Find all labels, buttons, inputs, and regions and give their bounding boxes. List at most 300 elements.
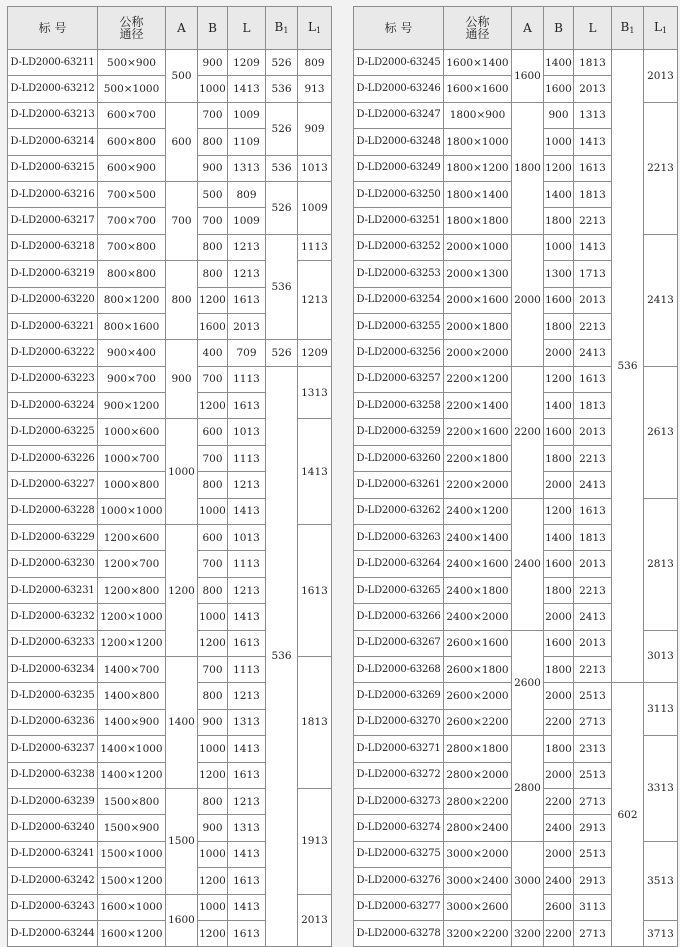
b-cell: 2000 — [544, 683, 574, 709]
code-cell: D-LD2000-63224 — [8, 393, 98, 419]
b-cell: 700 — [198, 102, 228, 128]
nominal-cell: 1600×1000 — [98, 894, 166, 920]
code-cell: D-LD2000-63254 — [354, 287, 444, 313]
nominal-cell: 1400×700 — [98, 656, 166, 682]
l-cell: 1813 — [574, 50, 612, 76]
code-cell: D-LD2000-63266 — [354, 604, 444, 630]
l-cell: 1613 — [574, 498, 612, 524]
code-cell: D-LD2000-63271 — [354, 736, 444, 762]
b-cell: 700 — [198, 366, 228, 392]
b-cell: 2000 — [544, 762, 574, 788]
l1-cell: 1113 — [298, 234, 332, 260]
l-cell: 1313 — [228, 815, 266, 841]
l1-cell: 1009 — [298, 181, 332, 234]
l-cell: 2213 — [574, 656, 612, 682]
b-cell: 1800 — [544, 577, 574, 603]
a-cell: 1500 — [166, 788, 198, 894]
nominal-cell: 1500×800 — [98, 788, 166, 814]
b1-cell: 526 — [266, 50, 298, 76]
nominal-cell: 500×1000 — [98, 76, 166, 102]
l1-cell: 3713 — [644, 920, 678, 946]
l-cell: 2013 — [574, 551, 612, 577]
nominal-cell: 2200×2000 — [444, 472, 512, 498]
header-code: 标 号 — [354, 7, 444, 50]
l-cell: 2213 — [574, 445, 612, 471]
b-cell: 1000 — [198, 604, 228, 630]
code-cell: D-LD2000-63270 — [354, 709, 444, 735]
code-cell: D-LD2000-63249 — [354, 155, 444, 181]
l-cell: 1313 — [574, 102, 612, 128]
b-cell: 900 — [198, 50, 228, 76]
code-cell: D-LD2000-63231 — [8, 577, 98, 603]
code-cell: D-LD2000-63264 — [354, 551, 444, 577]
header-row — [8, 7, 332, 50]
a-cell: 1800 — [512, 102, 544, 234]
b-cell: 2200 — [544, 920, 574, 946]
b-cell: 700 — [198, 208, 228, 234]
a-cell: 2200 — [512, 366, 544, 498]
nominal-cell: 700×700 — [98, 208, 166, 234]
l1-cell: 3113 — [644, 683, 678, 736]
l-cell: 2413 — [574, 604, 612, 630]
nominal-cell: 900×1200 — [98, 393, 166, 419]
b-cell: 900 — [198, 709, 228, 735]
table-row — [8, 181, 332, 207]
code-cell: D-LD2000-63234 — [8, 656, 98, 682]
code-cell: D-LD2000-63242 — [8, 868, 98, 894]
nominal-cell: 1800×900 — [444, 102, 512, 128]
l-cell: 1413 — [574, 129, 612, 155]
b-cell: 1000 — [198, 76, 228, 102]
l-cell: 2213 — [574, 208, 612, 234]
l1-cell: 2413 — [644, 234, 678, 366]
nominal-cell: 1400×900 — [98, 709, 166, 735]
b-cell: 900 — [544, 102, 574, 128]
l-cell: 1413 — [228, 894, 266, 920]
code-cell: D-LD2000-63247 — [354, 102, 444, 128]
b1-cell: 536 — [612, 50, 644, 683]
l-cell: 2513 — [574, 762, 612, 788]
l-cell: 1213 — [228, 234, 266, 260]
a-cell: 3200 — [512, 920, 544, 946]
header-b: B — [544, 7, 574, 50]
code-cell: D-LD2000-63278 — [354, 920, 444, 946]
code-cell: D-LD2000-63255 — [354, 313, 444, 339]
nominal-cell: 2000×1000 — [444, 234, 512, 260]
b1-cell: 526 — [266, 102, 298, 155]
b-cell: 1200 — [198, 630, 228, 656]
nominal-cell: 600×700 — [98, 102, 166, 128]
nominal-cell: 700×800 — [98, 234, 166, 260]
l-cell: 1209 — [228, 50, 266, 76]
code-cell: D-LD2000-63268 — [354, 656, 444, 682]
b-cell: 1800 — [544, 445, 574, 471]
l-cell: 809 — [228, 181, 266, 207]
l-cell: 1613 — [228, 393, 266, 419]
l-cell: 1413 — [228, 736, 266, 762]
code-cell: D-LD2000-63240 — [8, 815, 98, 841]
table-row — [8, 340, 332, 366]
b-cell: 1000 — [198, 498, 228, 524]
code-cell: D-LD2000-63227 — [8, 472, 98, 498]
l-cell: 2513 — [574, 841, 612, 867]
a-cell: 500 — [166, 50, 198, 103]
code-cell: D-LD2000-63251 — [354, 208, 444, 234]
b-cell: 1000 — [198, 736, 228, 762]
l-cell: 1613 — [228, 762, 266, 788]
b-cell: 800 — [198, 234, 228, 260]
nominal-cell: 3000×2000 — [444, 841, 512, 867]
nominal-cell: 2000×1600 — [444, 287, 512, 313]
right-table-body — [354, 50, 678, 947]
b-cell: 600 — [198, 525, 228, 551]
b-cell: 1800 — [544, 313, 574, 339]
a-cell: 700 — [166, 181, 198, 260]
nominal-cell: 1800×1200 — [444, 155, 512, 181]
b-cell: 2400 — [544, 815, 574, 841]
l-cell: 2013 — [574, 630, 612, 656]
nominal-cell: 2600×2200 — [444, 709, 512, 735]
code-cell: D-LD2000-63233 — [8, 630, 98, 656]
l-cell: 1009 — [228, 208, 266, 234]
l-cell: 1313 — [228, 709, 266, 735]
code-cell: D-LD2000-63245 — [354, 50, 444, 76]
nominal-cell: 1500×1000 — [98, 841, 166, 867]
l-cell: 1613 — [228, 287, 266, 313]
nominal-cell: 500×900 — [98, 50, 166, 76]
l1-cell: 1209 — [298, 340, 332, 366]
code-cell: D-LD2000-63235 — [8, 683, 98, 709]
nominal-cell: 800×1200 — [98, 287, 166, 313]
code-cell: D-LD2000-63222 — [8, 340, 98, 366]
nominal-cell: 1800×1400 — [444, 181, 512, 207]
nominal-cell: 1800×1000 — [444, 129, 512, 155]
l-cell: 1213 — [228, 683, 266, 709]
b-cell: 1600 — [544, 287, 574, 313]
b-cell: 2000 — [544, 340, 574, 366]
b-cell: 1600 — [544, 419, 574, 445]
b-cell: 800 — [198, 577, 228, 603]
b-cell: 700 — [198, 551, 228, 577]
nominal-cell: 2600×1800 — [444, 656, 512, 682]
nominal-cell: 800×1600 — [98, 313, 166, 339]
b-cell: 2000 — [544, 604, 574, 630]
l-cell: 1313 — [228, 155, 266, 181]
l-cell: 1113 — [228, 551, 266, 577]
nominal-cell: 1200×700 — [98, 551, 166, 577]
code-cell: D-LD2000-63277 — [354, 894, 444, 920]
code-cell: D-LD2000-63253 — [354, 261, 444, 287]
code-cell: D-LD2000-63257 — [354, 366, 444, 392]
table-row — [8, 102, 332, 128]
code-cell: D-LD2000-63262 — [354, 498, 444, 524]
b-cell: 500 — [198, 181, 228, 207]
b-cell: 1600 — [544, 76, 574, 102]
nominal-cell: 1600×1400 — [444, 50, 512, 76]
table-row — [354, 50, 678, 76]
code-cell: D-LD2000-63232 — [8, 604, 98, 630]
l1-cell: 2013 — [644, 50, 678, 103]
l-cell: 709 — [228, 340, 266, 366]
b1-cell: 536 — [266, 155, 298, 181]
b-cell: 1000 — [544, 129, 574, 155]
b-cell: 1800 — [544, 736, 574, 762]
l-cell: 1813 — [574, 525, 612, 551]
b-cell: 2200 — [544, 788, 574, 814]
nominal-cell: 1200×1000 — [98, 604, 166, 630]
l-cell: 2013 — [574, 419, 612, 445]
l-cell: 2413 — [574, 340, 612, 366]
b-cell: 2600 — [544, 894, 574, 920]
b-cell: 1600 — [544, 551, 574, 577]
l-cell: 2713 — [574, 788, 612, 814]
code-cell: D-LD2000-63276 — [354, 868, 444, 894]
l-cell: 1113 — [228, 656, 266, 682]
nominal-cell: 1500×1200 — [98, 868, 166, 894]
b-cell: 1600 — [198, 313, 228, 339]
b1-cell: 526 — [266, 181, 298, 234]
a-cell: 1000 — [166, 419, 198, 525]
code-cell: D-LD2000-63263 — [354, 525, 444, 551]
l-cell: 2213 — [574, 577, 612, 603]
nominal-cell: 900×400 — [98, 340, 166, 366]
header-b1: $B_1$ — [266, 7, 298, 50]
b-cell: 800 — [198, 472, 228, 498]
code-cell: D-LD2000-63228 — [8, 498, 98, 524]
nominal-cell: 2400×2000 — [444, 604, 512, 630]
code-cell: D-LD2000-63216 — [8, 181, 98, 207]
nominal-cell: 2200×1800 — [444, 445, 512, 471]
b-cell: 1200 — [544, 366, 574, 392]
l-cell: 2013 — [228, 313, 266, 339]
left-spec-table — [7, 6, 332, 947]
b-cell: 1000 — [198, 841, 228, 867]
code-cell: D-LD2000-63252 — [354, 234, 444, 260]
nominal-cell: 2400×1400 — [444, 525, 512, 551]
code-cell: D-LD2000-63241 — [8, 841, 98, 867]
b-cell: 600 — [198, 419, 228, 445]
l1-cell: 1013 — [298, 155, 332, 181]
l1-cell: 1813 — [298, 656, 332, 788]
code-cell: D-LD2000-63220 — [8, 287, 98, 313]
l-cell: 1109 — [228, 129, 266, 155]
l1-cell: 2013 — [298, 894, 332, 947]
header-b1: $B_1$ — [612, 7, 644, 50]
header-nominal: 公称 通径 — [98, 7, 166, 50]
nominal-cell: 3200×2200 — [444, 920, 512, 946]
nominal-cell: 700×500 — [98, 181, 166, 207]
code-cell: D-LD2000-63226 — [8, 445, 98, 471]
header-a: A — [166, 7, 198, 50]
b-cell: 1000 — [544, 234, 574, 260]
l1-cell: 1613 — [298, 525, 332, 657]
nominal-cell: 1400×800 — [98, 683, 166, 709]
b-cell: 1200 — [198, 868, 228, 894]
code-cell: D-LD2000-63218 — [8, 234, 98, 260]
l-cell: 2013 — [574, 76, 612, 102]
code-cell: D-LD2000-63217 — [8, 208, 98, 234]
l-cell: 1413 — [228, 841, 266, 867]
nominal-cell: 2000×1300 — [444, 261, 512, 287]
header-code: 标 号 — [8, 7, 98, 50]
nominal-cell: 2400×1600 — [444, 551, 512, 577]
left-table-body — [8, 50, 332, 947]
right-spec-table — [353, 6, 678, 947]
b-cell: 1200 — [198, 762, 228, 788]
code-cell: D-LD2000-63274 — [354, 815, 444, 841]
code-cell: D-LD2000-63248 — [354, 129, 444, 155]
b-cell: 900 — [198, 815, 228, 841]
code-cell: D-LD2000-63258 — [354, 393, 444, 419]
code-cell: D-LD2000-63265 — [354, 577, 444, 603]
l-cell: 1213 — [228, 788, 266, 814]
l1-cell: 2813 — [644, 498, 678, 630]
code-cell: D-LD2000-63243 — [8, 894, 98, 920]
a-cell: 1600 — [166, 894, 198, 947]
b1-cell: 536 — [266, 366, 298, 947]
header-row — [354, 7, 678, 50]
nominal-cell: 1200×1200 — [98, 630, 166, 656]
nominal-cell: 2800×1800 — [444, 736, 512, 762]
l-cell: 1009 — [228, 102, 266, 128]
l-cell: 1613 — [228, 868, 266, 894]
l-cell: 1213 — [228, 261, 266, 287]
b-cell: 400 — [198, 340, 228, 366]
l-cell: 1613 — [228, 630, 266, 656]
nominal-cell: 2800×2400 — [444, 815, 512, 841]
l1-cell: 3513 — [644, 841, 678, 920]
l-cell: 2013 — [574, 287, 612, 313]
nominal-cell: 1600×1200 — [98, 920, 166, 946]
b1-cell: 536 — [266, 76, 298, 102]
code-cell: D-LD2000-63244 — [8, 920, 98, 946]
l-cell: 1013 — [228, 419, 266, 445]
l1-cell: 1313 — [298, 366, 332, 419]
nominal-cell: 1800×1800 — [444, 208, 512, 234]
l-cell: 2713 — [574, 709, 612, 735]
a-cell: 1600 — [512, 50, 544, 103]
nominal-cell: 2200×1200 — [444, 366, 512, 392]
nominal-cell: 2600×1600 — [444, 630, 512, 656]
code-cell: D-LD2000-63261 — [354, 472, 444, 498]
code-cell: D-LD2000-63256 — [354, 340, 444, 366]
l-cell: 2713 — [574, 920, 612, 946]
l-cell: 1413 — [228, 76, 266, 102]
l-cell: 2413 — [574, 472, 612, 498]
a-cell: 1400 — [166, 656, 198, 788]
l1-cell: 1413 — [298, 419, 332, 525]
l-cell: 2913 — [574, 815, 612, 841]
a-cell: 600 — [166, 102, 198, 181]
l-cell: 1213 — [228, 472, 266, 498]
b-cell: 2000 — [544, 472, 574, 498]
nominal-cell: 2400×1200 — [444, 498, 512, 524]
a-cell: 2800 — [512, 736, 544, 842]
header-a: A — [512, 7, 544, 50]
header-nominal: 公称 通径 — [444, 7, 512, 50]
code-cell: D-LD2000-63272 — [354, 762, 444, 788]
b-cell: 1800 — [544, 656, 574, 682]
b-cell: 1400 — [544, 525, 574, 551]
a-cell: 800 — [166, 261, 198, 340]
b1-cell: 602 — [612, 683, 644, 947]
code-cell: D-LD2000-63237 — [8, 736, 98, 762]
code-cell: D-LD2000-63212 — [8, 76, 98, 102]
code-cell: D-LD2000-63273 — [354, 788, 444, 814]
b-cell: 1800 — [544, 208, 574, 234]
nominal-cell: 1200×600 — [98, 525, 166, 551]
b-cell: 1200 — [198, 393, 228, 419]
b-cell: 2200 — [544, 709, 574, 735]
code-cell: D-LD2000-63259 — [354, 419, 444, 445]
l-cell: 3113 — [574, 894, 612, 920]
code-cell: D-LD2000-63230 — [8, 551, 98, 577]
l-cell: 1613 — [574, 366, 612, 392]
l1-cell: 1913 — [298, 788, 332, 894]
nominal-cell: 2000×2000 — [444, 340, 512, 366]
nominal-cell: 1000×600 — [98, 419, 166, 445]
l-cell: 1013 — [228, 525, 266, 551]
l1-cell: 2213 — [644, 102, 678, 234]
a-cell: 2000 — [512, 234, 544, 366]
code-cell: D-LD2000-63250 — [354, 181, 444, 207]
l-cell: 2313 — [574, 736, 612, 762]
a-cell: 1200 — [166, 525, 198, 657]
l1-cell: 809 — [298, 50, 332, 76]
code-cell: D-LD2000-63219 — [8, 261, 98, 287]
b-cell: 800 — [198, 261, 228, 287]
table-row — [8, 50, 332, 76]
b-cell: 2400 — [544, 868, 574, 894]
nominal-cell: 2400×1800 — [444, 577, 512, 603]
code-cell: D-LD2000-63225 — [8, 419, 98, 445]
code-cell: D-LD2000-63211 — [8, 50, 98, 76]
b-cell: 800 — [198, 788, 228, 814]
b-cell: 700 — [198, 656, 228, 682]
l-cell: 1713 — [574, 261, 612, 287]
b-cell: 1400 — [544, 50, 574, 76]
l1-cell: 3013 — [644, 630, 678, 683]
l-cell: 1613 — [228, 920, 266, 946]
b-cell: 1200 — [198, 287, 228, 313]
a-cell: 3000 — [512, 841, 544, 920]
b-cell: 800 — [198, 129, 228, 155]
code-cell: D-LD2000-63214 — [8, 129, 98, 155]
nominal-cell: 3000×2400 — [444, 868, 512, 894]
l-cell: 1213 — [228, 577, 266, 603]
l1-cell: 3313 — [644, 736, 678, 842]
code-cell: D-LD2000-63269 — [354, 683, 444, 709]
l-cell: 1113 — [228, 445, 266, 471]
nominal-cell: 900×700 — [98, 366, 166, 392]
code-cell: D-LD2000-63239 — [8, 788, 98, 814]
b-cell: 1000 — [198, 894, 228, 920]
header-l1: $L_1$ — [644, 7, 678, 50]
header-b: B — [198, 7, 228, 50]
l-cell: 1113 — [228, 366, 266, 392]
a-cell: 900 — [166, 340, 198, 419]
nominal-cell: 2800×2000 — [444, 762, 512, 788]
nominal-cell: 2800×2200 — [444, 788, 512, 814]
l-cell: 1813 — [574, 181, 612, 207]
nominal-cell: 600×900 — [98, 155, 166, 181]
nominal-cell: 1000×700 — [98, 445, 166, 471]
nominal-cell: 2600×2000 — [444, 683, 512, 709]
b-cell: 2000 — [544, 841, 574, 867]
code-cell: D-LD2000-63213 — [8, 102, 98, 128]
l-cell: 1613 — [574, 155, 612, 181]
b-cell: 700 — [198, 445, 228, 471]
